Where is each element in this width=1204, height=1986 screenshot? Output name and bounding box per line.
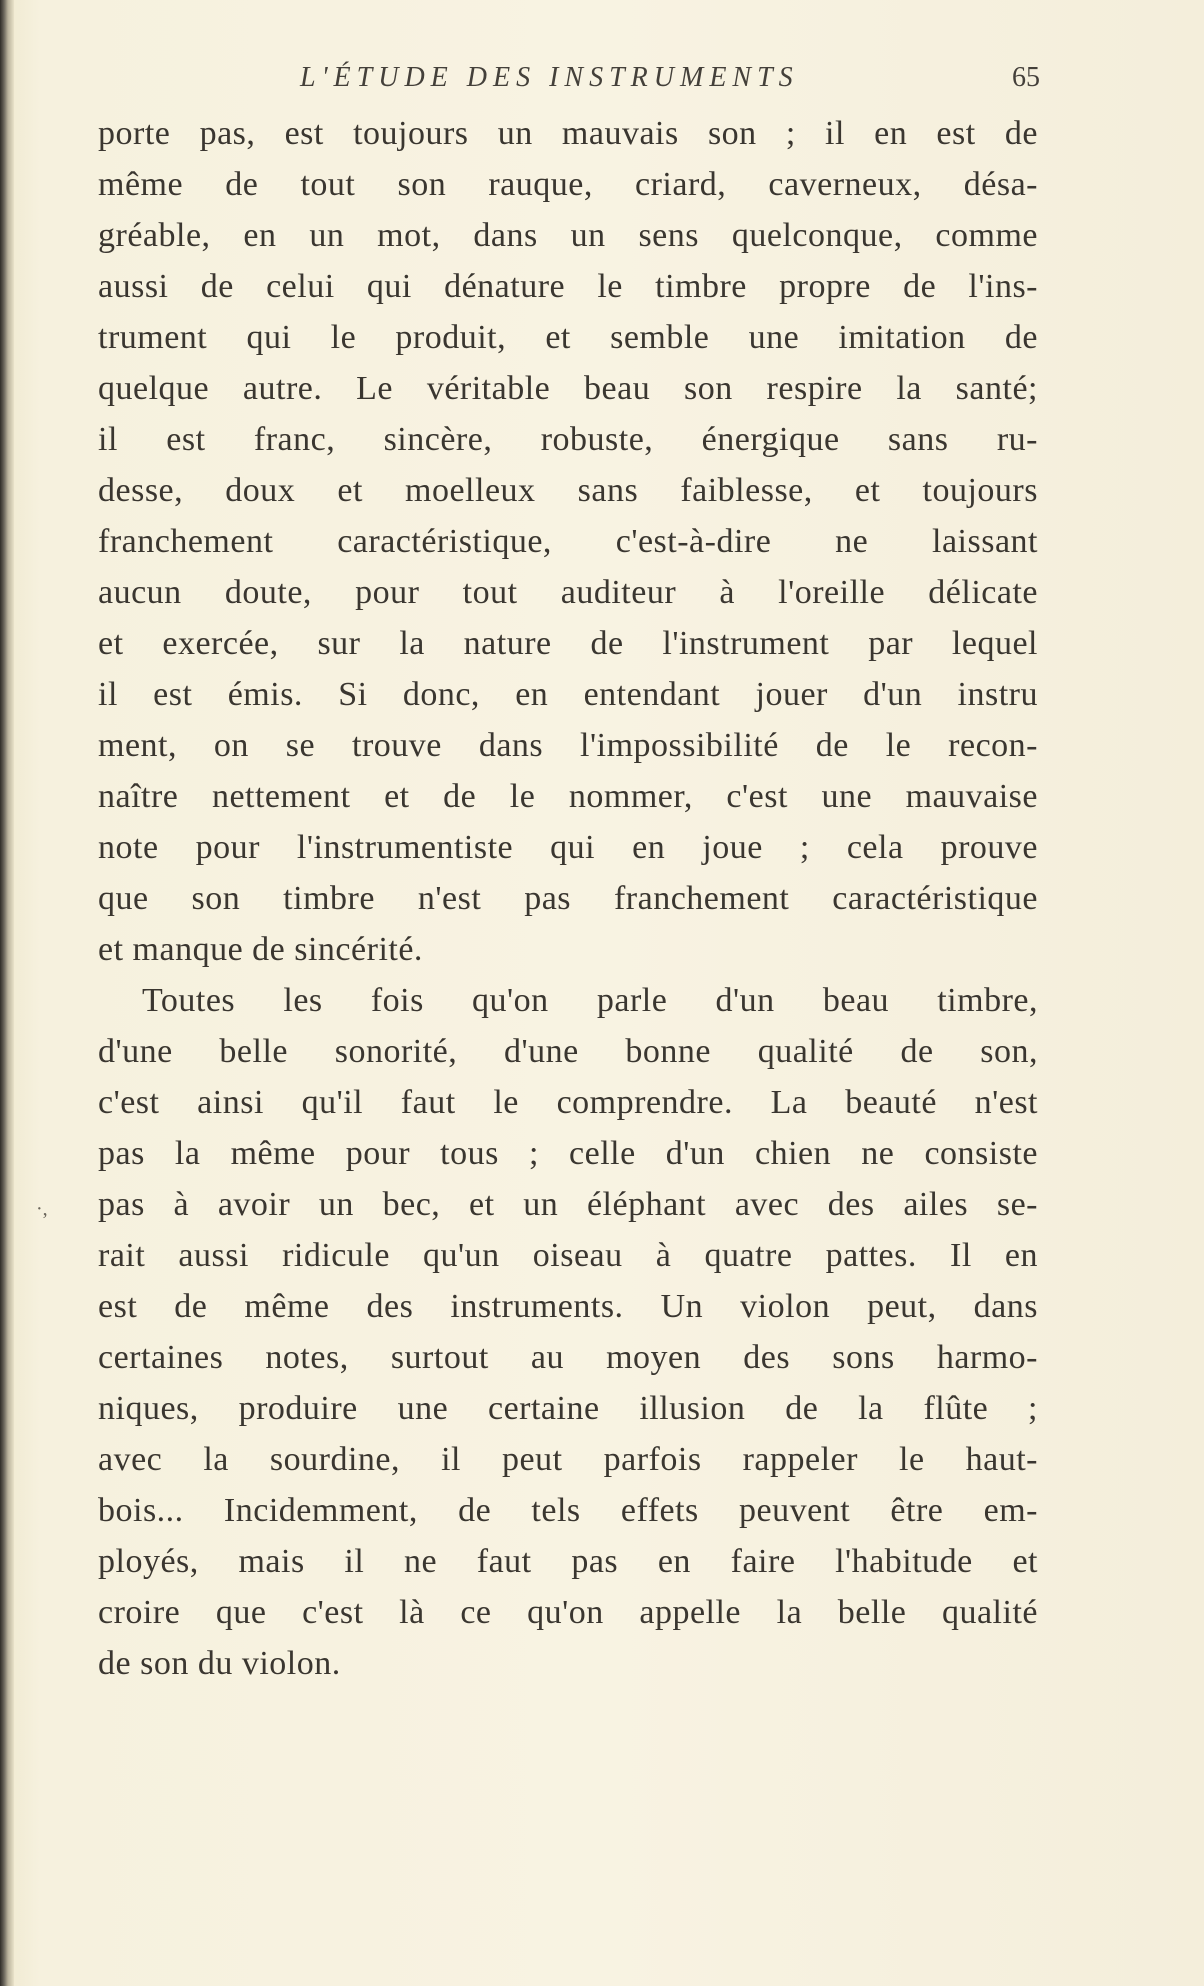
text-line: note pour l'instrumentiste qui en joue ; cela prouve: [98, 829, 1038, 866]
page-binding-edge: [0, 0, 14, 1986]
paragraph-1: [98, 108, 1038, 975]
text-line: desse, doux et moelleux sans faiblesse, et toujours: [98, 472, 1038, 509]
body-text: [98, 108, 1038, 1689]
text-line: et exercée, sur la nature de l'instrument par lequel: [98, 625, 1038, 662]
text-line: pas la même pour tous ; celle d'un chien ne consiste: [98, 1135, 1038, 1172]
text-line: aussi de celui qui dénature le timbre propre de l'ins-: [98, 268, 1038, 305]
text-line: bois... Incidemment, de tels effets peuvent être em-: [98, 1492, 1038, 1529]
text-line: de son du violon.: [98, 1645, 341, 1682]
text-line: ployés, mais il ne faut pas en faire l'habitude et: [98, 1543, 1038, 1580]
text-line: ment, on se trouve dans l'impossibilité de le recon-: [98, 727, 1038, 764]
text-line: est de même des instruments. Un violon peut, dans: [98, 1288, 1038, 1325]
text-line: certaines notes, surtout au moyen des sons harmo-: [98, 1339, 1038, 1376]
text-line: même de tout son rauque, criard, caverneux, désa-: [98, 166, 1038, 203]
running-title: L'ÉTUDE DES INSTRUMENTS: [300, 62, 799, 93]
text-line: il est émis. Si donc, en entendant jouer d'un instru: [98, 676, 1038, 713]
text-line: Toutes les fois qu'on parle d'un beau timbre,: [142, 982, 1038, 1019]
text-line: trument qui le produit, et semble une imitation de: [98, 319, 1038, 356]
text-line: rait aussi ridicule qu'un oiseau à quatre pattes. Il en: [98, 1237, 1038, 1274]
margin-mark: ·,: [36, 1198, 48, 1220]
text-line: porte pas, est toujours un mauvais son ; il en est de: [98, 115, 1038, 152]
text-line: gréable, en un mot, dans un sens quelconque, comme: [98, 217, 1038, 254]
text-line: croire que c'est là ce qu'on appelle la belle qualité: [98, 1594, 1038, 1631]
text-line: niques, produire une certaine illusion de la flûte ;: [98, 1390, 1038, 1427]
text-line: avec la sourdine, il peut parfois rappeler le haut-: [98, 1441, 1038, 1478]
text-line: franchement caractéristique, c'est-à-dire ne laissant: [98, 523, 1038, 560]
paragraph-2: [98, 975, 1038, 1689]
text-line: c'est ainsi qu'il faut le comprendre. La beauté n'est: [98, 1084, 1038, 1121]
text-line: que son timbre n'est pas franchement caractéristique: [98, 880, 1038, 917]
page-number: 65: [1012, 62, 1040, 93]
running-head: [100, 62, 1040, 102]
text-line: pas à avoir un bec, et un éléphant avec des ailes se-: [98, 1186, 1038, 1223]
text-line: aucun doute, pour tout auditeur à l'oreille délicate: [98, 574, 1038, 611]
text-line: d'une belle sonorité, d'une bonne qualité de son,: [98, 1033, 1038, 1070]
text-line: quelque autre. Le véritable beau son respire la santé;: [98, 370, 1038, 407]
text-line: il est franc, sincère, robuste, énergique sans ru-: [98, 421, 1038, 458]
text-line: naître nettement et de le nommer, c'est une mauvaise: [98, 778, 1038, 815]
text-line: et manque de sincérité.: [98, 931, 423, 968]
